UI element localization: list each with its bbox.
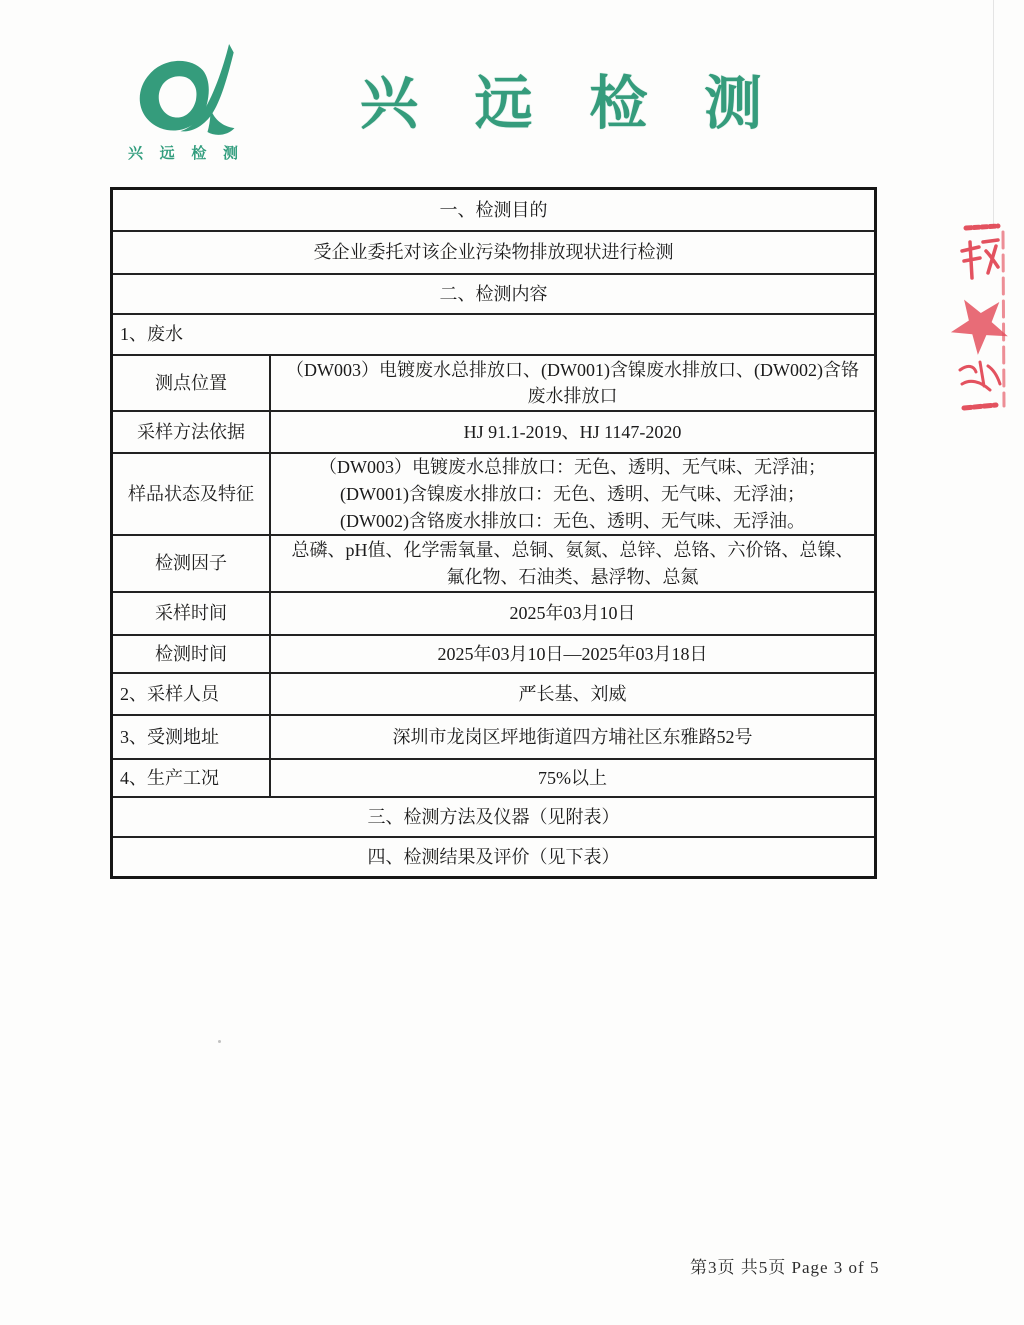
test-address-label: 3、受测地址 <box>120 726 219 747</box>
section3-title: 三、检测方法及仪器（见附表） <box>367 806 620 827</box>
title-char: 测 <box>703 71 762 136</box>
logo-subtext-char: 检 <box>191 146 207 162</box>
test-factors-label: 检测因子 <box>155 553 227 574</box>
sampling-time-value-cell <box>271 593 874 634</box>
test-address-label-cell <box>113 716 271 758</box>
red-seal-stamp-fragment <box>950 220 1014 422</box>
production-status-value: 75%以上 <box>538 767 607 788</box>
point-location-value: （DW003）电镀废水总排放口、(DW001)含镍废水排放口、(DW002)含铬废水排放口 <box>286 359 859 406</box>
title-char: 检 <box>589 71 648 136</box>
sample-state-label-cell <box>113 454 271 534</box>
stamp-star-icon <box>950 291 1010 359</box>
info-table <box>110 187 877 879</box>
stamp-glyph-fragment-bottom <box>960 362 1000 390</box>
sample-state-line1: （DW003）电镀废水总排放口：无色、透明、无气味、无浮油； <box>319 456 826 477</box>
testing-time-label: 检测时间 <box>155 643 227 664</box>
sampling-personnel-value-cell <box>271 674 874 714</box>
sample-state-line2: (DW001)含镍废水排放口：无色、透明、无气味、无浮油； <box>340 483 805 504</box>
logo-subtext <box>128 142 238 163</box>
stamp-bracket-bottom <box>964 405 996 408</box>
sampling-method-label-cell <box>113 412 271 452</box>
sampling-time-label: 采样时间 <box>155 603 227 624</box>
stamp-glyph-fragment-top <box>962 240 998 278</box>
testing-time-row <box>113 634 874 672</box>
testing-time-value: 2025年03月10日—2025年03月18日 <box>437 643 708 664</box>
scan-artifact-line <box>993 0 994 227</box>
logo-subtext-char: 测 <box>222 146 238 162</box>
stamp-bracket-top <box>966 226 998 228</box>
section1-title-row <box>113 190 874 230</box>
wastewater-label: 1、废水 <box>120 324 183 345</box>
sampling-method-value: HJ 91.1-2019、HJ 1147-2020 <box>463 421 682 442</box>
test-address-value: 深圳市龙岗区坪地街道四方埔社区东雅路52号 <box>392 726 753 747</box>
section4-title-row <box>113 836 874 876</box>
sampling-personnel-row <box>113 672 874 714</box>
sampling-personnel-label-cell <box>113 674 271 714</box>
section2-title-row <box>113 273 874 313</box>
section4-title: 四、检测结果及评价（见下表） <box>367 846 620 867</box>
test-address-row <box>113 714 874 758</box>
test-factors-value-cell <box>271 536 874 591</box>
sampling-method-row <box>113 410 874 452</box>
sampling-time-value: 2025年03月10日 <box>509 603 636 624</box>
scan-speck <box>218 1040 221 1043</box>
sampling-method-value-cell <box>271 412 874 452</box>
section2-title: 二、检测内容 <box>439 283 548 304</box>
production-status-value-cell <box>271 760 874 796</box>
purpose-text: 受企业委托对该企业污染物排放现状进行检测 <box>313 242 674 263</box>
test-factors-label-cell <box>113 536 271 591</box>
purpose-row <box>113 230 874 273</box>
point-location-value-cell <box>271 356 874 410</box>
title-char: 兴 <box>360 71 419 136</box>
page-title <box>360 56 762 140</box>
test-address-value-cell <box>271 716 874 758</box>
sample-state-value-cell <box>271 454 874 534</box>
page-footer: 第3页 共5页 Page 3 of 5 <box>690 1258 880 1277</box>
testing-time-label-cell <box>113 636 271 672</box>
sample-state-line3: (DW002)含铬废水排放口：无色、透明、无气味、无浮油。 <box>340 510 805 531</box>
sample-state-label: 样品状态及特征 <box>128 483 254 504</box>
sampling-method-label: 采样方法依据 <box>137 421 245 442</box>
logo-alpha-icon <box>128 40 236 136</box>
test-factors-value: 总磷、pH值、化学需氧量、总铜、氨氮、总锌、总铬、六价铬、总镍、氟化物、石油类、悬浮物、总氮 <box>291 540 854 587</box>
testing-time-value-cell <box>271 636 874 672</box>
wastewater-row <box>113 313 874 354</box>
sampling-time-label-cell <box>113 593 271 634</box>
sample-state-row <box>113 452 874 534</box>
company-logo <box>128 40 240 163</box>
point-location-row <box>113 354 874 410</box>
point-location-label-cell <box>113 356 271 410</box>
production-status-label: 4、生产工况 <box>120 767 219 788</box>
section1-title: 一、检测目的 <box>439 199 548 220</box>
section3-title-row <box>113 796 874 836</box>
stamp-bracket-side <box>1003 232 1004 406</box>
logo-subtext-char: 兴 <box>128 146 144 162</box>
sampling-personnel-label: 2、采样人员 <box>120 683 219 704</box>
sampling-time-row <box>113 591 874 634</box>
logo-subtext-char: 远 <box>159 146 175 162</box>
title-char: 远 <box>474 71 533 136</box>
point-location-label: 测点位置 <box>155 372 227 393</box>
test-factors-row <box>113 534 874 591</box>
production-status-label-cell <box>113 760 271 796</box>
sampling-personnel-value: 严长基、刘威 <box>518 683 627 704</box>
production-status-row <box>113 758 874 796</box>
